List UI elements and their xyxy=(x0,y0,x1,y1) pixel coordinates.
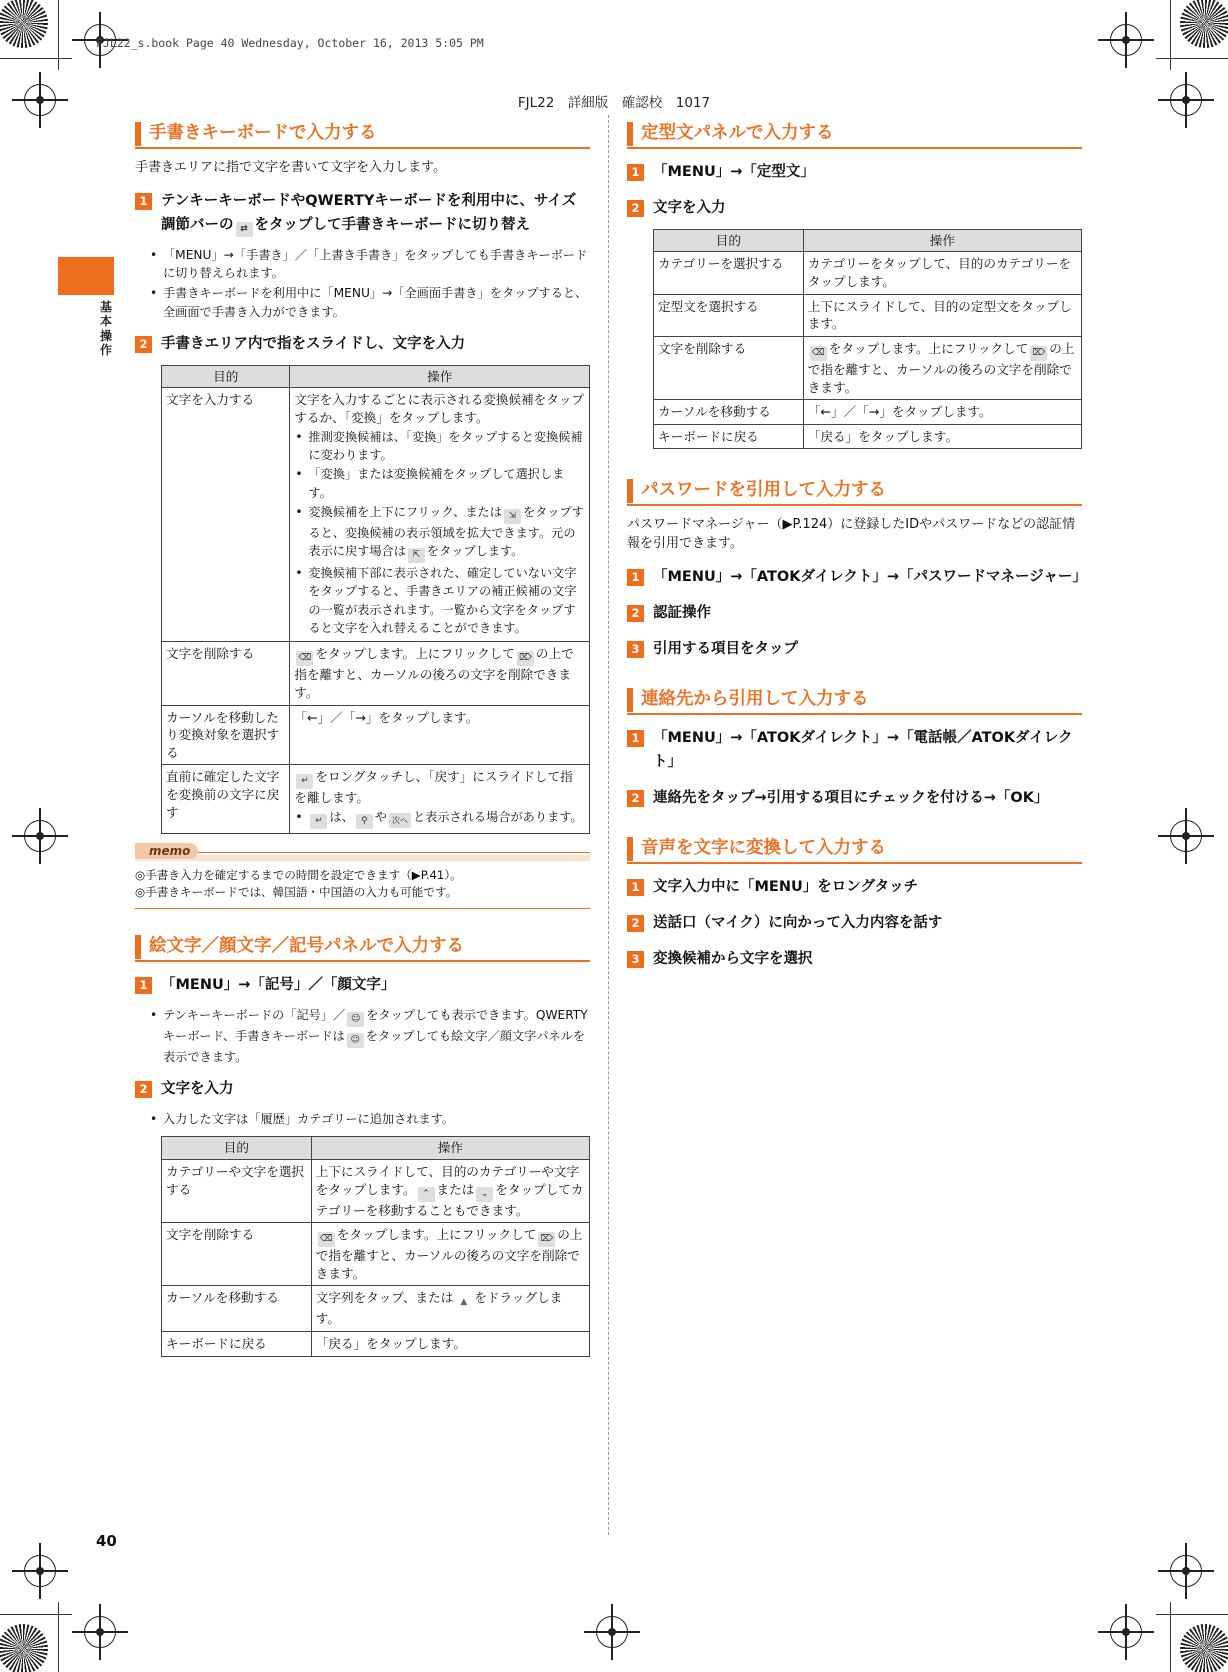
memo-badge: memo xyxy=(135,843,198,859)
note-item: • 入力した文字は「履歴」カテゴリーに追加されます。 xyxy=(135,1110,590,1128)
step-number: 3 xyxy=(627,951,644,968)
operation-cell: 上下にスライドして、目的の定型文をタップします。 xyxy=(803,294,1081,336)
table-row xyxy=(654,424,1082,449)
memo-item: ◎手書きキーボードでは、韓国語・中国語の入力も可能です。 xyxy=(135,885,458,900)
operation-text: をタップします。上にフリックして xyxy=(315,646,515,662)
note-text: 変換候補を上下にフリック、または xyxy=(308,504,502,519)
step-text: をタップして手書きキーボードに切り替え xyxy=(254,216,530,233)
password-step-3 xyxy=(627,638,1082,662)
handwriting-step-2 xyxy=(135,333,590,357)
section-title-password: パスワードを引用して入力する xyxy=(627,477,1082,506)
operation-text: をロングタッチし、「戻す」にスライドして指を離します。 xyxy=(294,769,573,806)
search-icon: ⚲ xyxy=(356,814,373,829)
section-title-emoji: 絵文字／顔文字／記号パネルで入力する xyxy=(135,933,590,962)
step-text: 引用する項目をタップ xyxy=(653,641,798,657)
purpose-cell: キーボードに戻る xyxy=(162,1332,312,1357)
table-row xyxy=(654,294,1082,336)
password-step-1 xyxy=(627,566,1087,590)
step-number: 1 xyxy=(135,977,152,994)
crop-mark xyxy=(1098,12,1154,68)
step-number: 1 xyxy=(627,569,644,586)
operation-text: をドラッグします。 xyxy=(315,1290,563,1327)
trim-line xyxy=(0,58,72,59)
fixed-table xyxy=(653,229,1082,450)
crop-mark xyxy=(584,1604,640,1660)
size-bar-icon: ⇄ xyxy=(236,222,253,237)
crop-mark xyxy=(12,1543,68,1599)
operation-cell: 「戻る」をタップします。 xyxy=(311,1332,589,1357)
delete-right-icon: ⌦ xyxy=(1030,346,1047,361)
purpose-cell: 定型文を選択する xyxy=(654,294,804,336)
trim-line xyxy=(58,0,59,70)
step-text: 「MENU」→「ATOKダイレクト」→「電話帳／ATOKダイレクト」 xyxy=(653,729,1073,770)
table-row xyxy=(162,1286,590,1332)
side-tab xyxy=(58,257,114,295)
step-number: 2 xyxy=(627,790,644,807)
step-text: 変換候補から文字を選択 xyxy=(653,950,813,967)
trim-line xyxy=(0,1614,72,1615)
emoji-step-1 xyxy=(135,974,590,998)
note-text: をタップしても絵文字／顔文字パネルを表示できます。 xyxy=(163,1028,586,1064)
contacts-step-2 xyxy=(627,787,1082,811)
operation-text: または xyxy=(436,1181,475,1197)
handwriting-step-1 xyxy=(135,190,590,238)
voice-step-3 xyxy=(627,948,1082,972)
note-item xyxy=(294,503,585,563)
note-text: テンキーキーボードの「記号」／ xyxy=(163,1007,346,1022)
note-item: • 手書きキーボードを利用中に「MENU」→「全画面手書き」をタップすると、全画面で手書き入力ができます。 xyxy=(135,284,590,321)
operation-text: の上で指を離すと、カーソルの後ろの文字を削除できます。 xyxy=(315,1227,583,1281)
password-intro: パスワードマネージャー（▶P.124）に登録したIDやパスワードなどの認証情報を引用できます。 xyxy=(627,517,1076,552)
column-divider xyxy=(608,115,609,1535)
step-text: 「MENU」→「定型文」 xyxy=(653,164,815,180)
column-header: 操作 xyxy=(290,365,590,388)
column-header: 操作 xyxy=(311,1137,589,1160)
expand-icon: ⇲ xyxy=(504,509,521,524)
up-icon: ⌃ xyxy=(418,1187,435,1202)
operation-text: をタップします。上にフリックして xyxy=(828,340,1029,356)
purpose-cell: カテゴリーや文字を選択する xyxy=(162,1159,312,1222)
operation-cell: 「←」／「→」をタップします。 xyxy=(290,705,590,765)
operation-cell: カテゴリーをタップして、目的のカテゴリーをタップします。 xyxy=(803,252,1081,294)
table-row xyxy=(162,1332,590,1357)
step-number: 2 xyxy=(627,915,644,932)
note-text: は、 xyxy=(329,810,354,825)
step-text: 文字入力中に「MENU」をロングタッチ xyxy=(653,878,919,895)
handwriting-table xyxy=(161,365,590,834)
crop-mark xyxy=(1158,808,1214,864)
section-title-contacts: 連絡先から引用して入力する xyxy=(627,686,1082,715)
registration-star-bottom-left xyxy=(0,1624,48,1672)
operation-cell xyxy=(290,642,590,705)
note-item: • 「MENU」→「手書き」／「上書き手書き」をタップしても手書きキーボードに切り替えられます。 xyxy=(135,246,590,283)
next-icon: 次へ xyxy=(389,813,411,828)
delete-right-icon: ⌦ xyxy=(538,1232,555,1247)
table-row xyxy=(162,642,590,705)
note-text: をタップすると、変換候補の表示領域を拡大できます。元の表示に戻す場合は xyxy=(308,504,584,559)
table-row xyxy=(162,705,590,765)
fixed-step-2 xyxy=(627,197,1082,221)
step-number: 1 xyxy=(627,730,644,747)
purpose-cell: 文字を削除する xyxy=(654,336,804,399)
shrink-icon: ⇱ xyxy=(408,548,425,563)
table-row xyxy=(654,336,1082,399)
step-number: 3 xyxy=(627,641,644,658)
delete-icon: ⌫ xyxy=(296,651,313,666)
step-text: 「MENU」→「ATOKダイレクト」→「パスワードマネージャー」 xyxy=(653,569,1087,586)
memo-bar xyxy=(135,855,590,861)
section-title-handwriting: 手書きキーボードで入力する xyxy=(135,120,590,149)
operation-text: 文字を入力するごとに表示される変換候補をタップするか、「変換」をタップします。 xyxy=(294,392,585,426)
operation-text: をタップしてカテゴリーを移動することもできます。 xyxy=(315,1181,584,1218)
handwriting-intro: 手書きエリアに指で文字を書いて文字を入力します。 xyxy=(135,160,446,175)
step-number: 2 xyxy=(135,1081,152,1098)
crop-mark xyxy=(1158,1543,1214,1599)
memo-item: ◎手書き入力を確定するまでの時間を設定できます（▶P.41）。 xyxy=(135,868,462,883)
column-header: 操作 xyxy=(803,229,1081,252)
note-item xyxy=(135,1006,590,1066)
table-row xyxy=(654,252,1082,294)
version-label: FJL22 詳細版 確認校 1017 xyxy=(517,95,711,111)
voice-step-1 xyxy=(627,876,1082,900)
step-text: 文字を入力 xyxy=(653,199,726,216)
fixed-step-1 xyxy=(627,161,1082,185)
column-header: 目的 xyxy=(654,229,804,252)
delete-right-icon: ⌦ xyxy=(517,651,534,666)
registration-star-top-right xyxy=(1180,0,1228,48)
delete-icon: ⌫ xyxy=(318,1232,335,1247)
delete-icon: ⌫ xyxy=(810,346,827,361)
step-text: 「MENU」→「記号」／「顔文字」 xyxy=(161,976,396,993)
step-text: 連絡先をタップ→引用する項目にチェックを付ける→「OK」 xyxy=(653,789,1049,806)
section-title-fixed-phrase: 定型文パネルで入力する xyxy=(627,120,1082,149)
memo-end-line xyxy=(135,908,590,909)
table-row xyxy=(162,1159,590,1222)
note-item: • 推測変換候補は、「変換」をタップすると変換候補に変わります。 xyxy=(294,428,585,465)
purpose-cell: 文字を削除する xyxy=(162,642,290,705)
operation-cell xyxy=(311,1223,589,1286)
operation-cell xyxy=(290,765,590,834)
step-number: 1 xyxy=(627,164,644,181)
operation-text: の上で指を離すと、カーソルの後ろの文字を削除できます。 xyxy=(807,340,1075,395)
registration-star-bottom-right xyxy=(1180,1624,1228,1672)
operation-cell xyxy=(311,1286,589,1332)
left-column xyxy=(135,118,590,1363)
print-info: FJL22_s.book Page 40 Wednesday, October 16, 2013 5:05 PM xyxy=(96,36,484,50)
emoji-icon: ☺ xyxy=(347,1033,364,1048)
contacts-step-1 xyxy=(627,727,1082,775)
side-tab-label: 基本操作 xyxy=(99,300,112,358)
step-number: 2 xyxy=(627,605,644,622)
undo-icon: ↵ xyxy=(310,814,327,829)
operation-cell: 「←」／「→」をタップします。 xyxy=(803,400,1081,425)
right-column xyxy=(627,118,1087,979)
note-text: をタップします。 xyxy=(426,544,524,559)
step-number: 2 xyxy=(627,200,644,217)
emoji-step-2 xyxy=(135,1078,590,1102)
registration-star-top-left xyxy=(0,0,48,48)
crop-mark xyxy=(12,808,68,864)
step-number: 1 xyxy=(135,193,152,210)
step-number: 1 xyxy=(627,879,644,896)
purpose-cell: カーソルを移動する xyxy=(162,1286,312,1332)
down-icon: ⌄ xyxy=(476,1187,493,1202)
password-step-2 xyxy=(627,602,1082,626)
purpose-cell: 文字を入力する xyxy=(162,388,290,642)
note-text: や xyxy=(374,810,387,825)
purpose-cell: カーソルを移動する xyxy=(654,400,804,425)
page-number: 40 xyxy=(96,1532,117,1550)
trim-line xyxy=(58,1602,59,1672)
step-text: 文字を入力 xyxy=(161,1081,234,1098)
emoji-table xyxy=(161,1136,590,1356)
purpose-cell: キーボードに戻る xyxy=(654,424,804,449)
step-number: 2 xyxy=(135,336,152,353)
purpose-cell: カーソルを移動したり変換対象を選択する xyxy=(162,705,290,765)
trim-line xyxy=(1156,58,1228,59)
symbol-icon: ☺ xyxy=(347,1012,364,1027)
step-text: テンキーキーボードやQWERTYキーボードを利用中に、サイズ調節バーの xyxy=(161,192,577,233)
table-row xyxy=(162,765,590,834)
crop-mark xyxy=(72,1604,128,1660)
operation-text: をタップします。上にフリックして xyxy=(336,1227,537,1243)
operation-cell xyxy=(311,1159,589,1222)
voice-step-2 xyxy=(627,912,1082,936)
memo-box xyxy=(135,844,590,902)
note-item: • 「変換」または変換候補をタップして選択します。 xyxy=(294,465,585,502)
trim-line xyxy=(1170,0,1171,70)
table-row xyxy=(654,400,1082,425)
column-header: 目的 xyxy=(162,365,290,388)
column-header: 目的 xyxy=(162,1137,312,1160)
section-title-voice: 音声を文字に変換して入力する xyxy=(627,835,1082,864)
step-text: 手書きエリア内で指をスライドし、文字を入力 xyxy=(161,335,466,352)
operation-cell xyxy=(803,336,1081,399)
note-item: • 変換候補下部に表示された、確定していない文字をタップすると、手書きエリアの補正候補の文字の一覧が表示されます。一覧から文字をタップすると文字を入れ替えることができます。 xyxy=(294,564,585,637)
undo-icon: ↵ xyxy=(296,774,313,789)
table-row xyxy=(162,388,590,642)
note-text: をタップしても表示できます。QWERTYキーボード、手書きキーボードは xyxy=(163,1007,588,1043)
step-text: 送話口（マイク）に向かって入力内容を話す xyxy=(653,914,943,931)
note-item xyxy=(294,808,585,829)
operation-cell: 「戻る」をタップします。 xyxy=(803,424,1081,449)
crop-mark xyxy=(1098,1604,1154,1660)
step-text: 認証操作 xyxy=(653,605,711,622)
table-row xyxy=(162,1223,590,1286)
operation-text: 文字列をタップ、または xyxy=(315,1290,454,1306)
purpose-cell: 直前に確定した文字を変換前の文字に戻す xyxy=(162,765,290,834)
note-text: と表示される場合があります。 xyxy=(412,810,583,825)
operation-text: 上下にスライドして、目的のカテゴリーや文字をタップします。 xyxy=(315,1163,580,1197)
trim-line xyxy=(1156,1614,1228,1615)
trim-line xyxy=(1170,1602,1171,1672)
operation-text: の上で指を離すと、カーソルの後ろの文字を削除できます。 xyxy=(294,646,574,700)
operation-cell xyxy=(290,388,590,642)
purpose-cell: カテゴリーを選択する xyxy=(654,252,804,294)
cursor-handle-icon: ▲ xyxy=(460,1297,468,1308)
purpose-cell: 文字を削除する xyxy=(162,1223,312,1286)
